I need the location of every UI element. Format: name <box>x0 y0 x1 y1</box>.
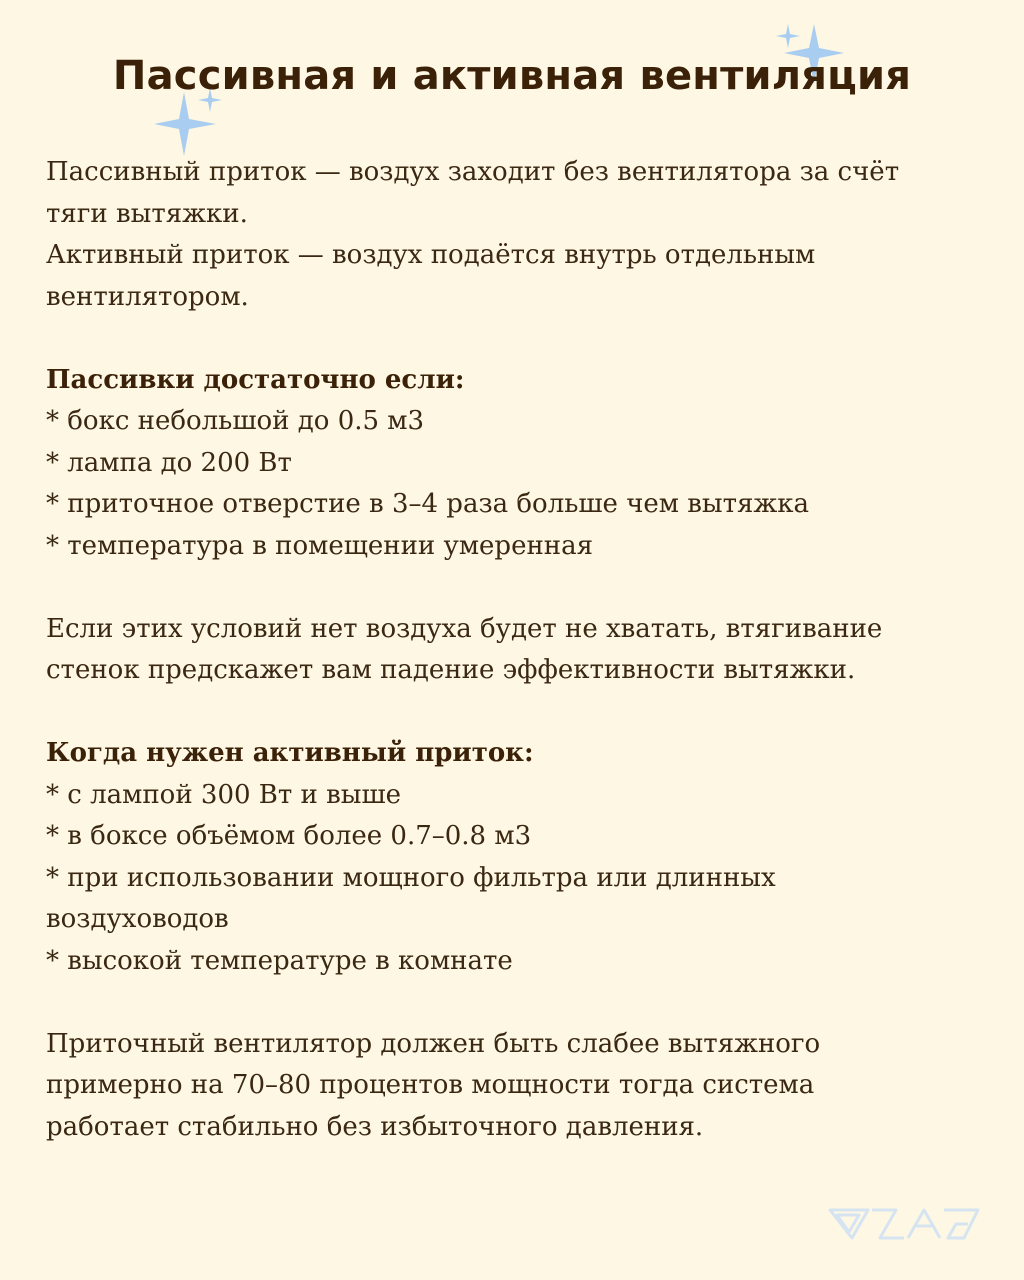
spacer <box>46 567 986 609</box>
passive-heading: Пассивки достаточно если: <box>46 364 465 395</box>
intro-line: вентилятором. <box>46 281 249 312</box>
list-item: * с лампой 300 Вт и выше <box>46 779 402 810</box>
list-item: воздуховодов <box>46 904 229 934</box>
page-title: Пассивная и активная вентиляция <box>112 53 912 99</box>
intro-line: Активный приток — воздух подаётся внутрь отдельным <box>46 240 816 270</box>
spacer <box>46 982 986 1024</box>
spacer <box>46 318 986 360</box>
list-item: * при использовании мощного фильтра или длинных <box>46 862 776 893</box>
list-item: * приточное отверстие в 3–4 раза больше чем вытяжка <box>46 489 810 519</box>
list-item: * температура в помещении умеренная <box>46 530 594 561</box>
warning-line: стенок предскажет вам падение эффективности вытяжки. <box>46 655 856 685</box>
article-body <box>46 152 986 1148</box>
warning-line: Если этих условий нет воздуха будет не хватать, втягивание <box>46 613 883 644</box>
conclusion-line: работает стабильно без избыточного давления. <box>46 1111 704 1142</box>
intro-line: Пассивный приток — воздух заходит без вентилятора за счёт <box>46 157 900 187</box>
list-item: * в боксе объёмом более 0.7–0.8 м3 <box>46 821 532 851</box>
brand-logo <box>828 1206 982 1242</box>
conclusion-line: Приточный вентилятор должен быть слабее вытяжного <box>46 1028 821 1059</box>
active-heading: Когда нужен активный приток: <box>46 738 534 768</box>
spacer <box>46 692 986 734</box>
intro-line: тяги вытяжки. <box>46 198 248 229</box>
list-item: * высокой температуре в комнате <box>46 945 513 976</box>
list-item: * бокс небольшой до 0.5 м3 <box>46 406 425 436</box>
conclusion-line: примерно на 70–80 процентов мощности тогда система <box>46 1070 815 1100</box>
list-item: * лампа до 200 Вт <box>46 447 292 478</box>
